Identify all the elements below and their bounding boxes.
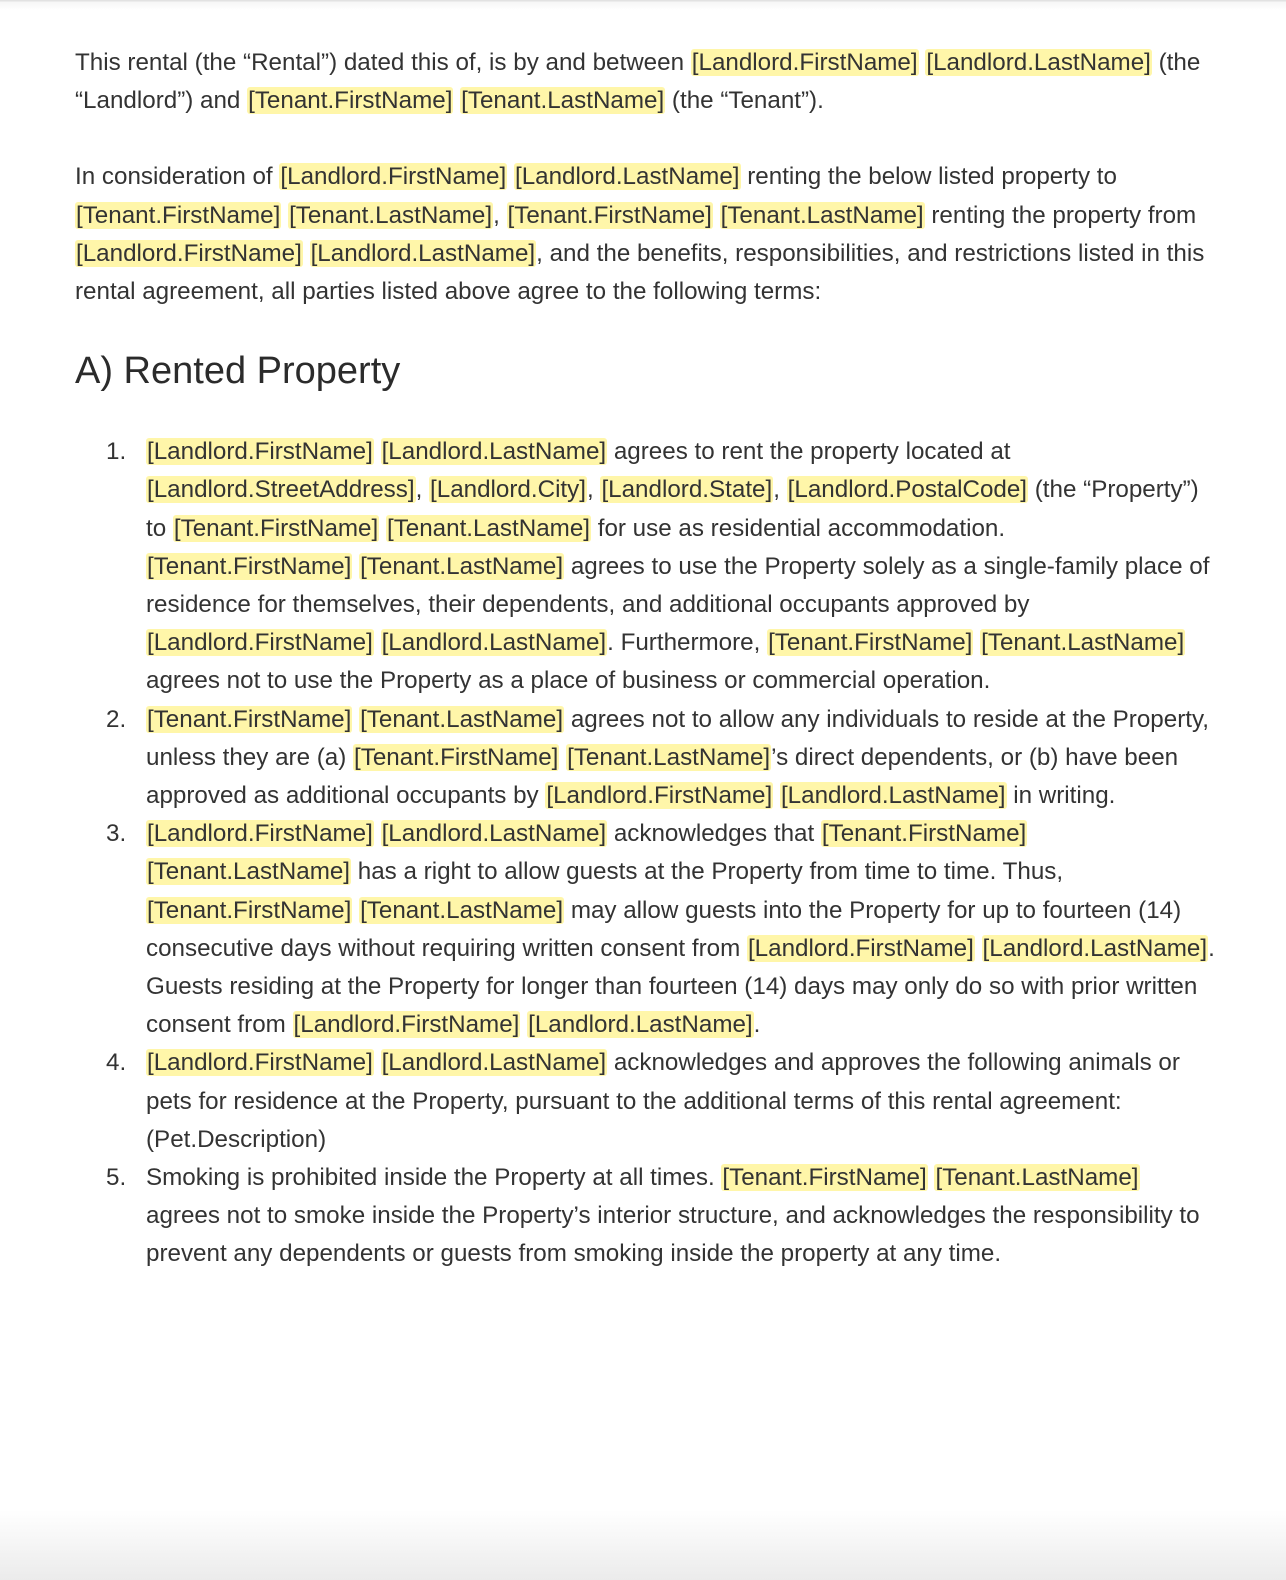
merge-field: [Landlord.LastName] (381, 629, 607, 657)
merge-field: [Tenant.FirstName] (768, 629, 973, 657)
merge-field: [Landlord.StreetAddress] (147, 476, 415, 504)
merge-field: [Tenant.LastName] (981, 629, 1185, 657)
merge-field: [Tenant.FirstName] (354, 743, 559, 771)
merge-field: [Landlord.FirstName] (147, 1049, 373, 1077)
merge-field: [Landlord.City] (430, 476, 586, 504)
merge-field: [Landlord.FirstName] (147, 820, 373, 848)
term-item-1: [Landlord.FirstName] [Landlord.LastName] agrees to rent the property located at [Landlord.StreetAddress], [Landlord.City], [Landlord.State], [Landlord.PostalCode] (the “Property”) to [Tenant.FirstName] [Tenant.LastName] for use as residential accommodation. [Tenant.FirstName] [Tenant.LastName] agrees to use the Property solely as a single-family place of residence for themselves, their dependents, and additional occupants approved by [Landlord.FirstName] [Landlord.LastName]. Furthermore, [Tenant.FirstName] [Tenant.LastName] agrees not to use the Property as a place of business or commercial operation. (146, 438, 1210, 695)
merge-field: [Landlord.LastName] (528, 1011, 753, 1039)
merge-field: [Landlord.FirstName] (691, 49, 918, 76)
merge-field: [Tenant.FirstName] (147, 552, 352, 580)
merge-field: [Tenant.LastName] (935, 1164, 1139, 1192)
merge-field: [Landlord.LastName] (381, 1049, 607, 1077)
merge-field: [Landlord.FirstName] (147, 438, 373, 466)
merge-field: [Tenant.LastName] (720, 201, 924, 229)
merge-field: [Landlord.FirstName] (747, 934, 974, 962)
merge-field: [Landlord.PostalCode] (787, 476, 1028, 504)
merge-field: [Tenant.FirstName] (821, 820, 1027, 848)
merge-field: [Landlord.State] (601, 476, 773, 504)
merge-field: [Landlord.FirstName] (147, 629, 373, 657)
bottom-edge-shadow (0, 1510, 1286, 1580)
merge-field: [Landlord.LastName] (926, 49, 1151, 76)
term-item-3: [Landlord.FirstName] [Landlord.LastName] acknowledges that [Tenant.FirstName] [Tenant.LastName] has a right to allow guests at the Property from time to time. Thus, [Tenant.FirstName] [Tenant.LastName] may allow guests into the Property for up to fourteen (14) consecutive days without requiring written consent from [Landlord.FirstName] [Landlord.LastName]. Guests residing at the Property for longer than fourteen (14) days may only do so with prior written consent from [Landlord.FirstName] [Landlord.LastName]. (146, 820, 1215, 1039)
merge-field: [Landlord.LastName] (310, 239, 536, 267)
term-item-2: [Tenant.FirstName] [Tenant.LastName] agrees not to allow any individuals to reside at the Property, unless they are (a) [Tenant.FirstName] [Tenant.LastName]’s direct dependents, or (b) have been approved as additional occupants by [Landlord.FirstName] [Landlord.LastName] in writing. (146, 705, 1210, 810)
merge-field: [Tenant.LastName] (360, 896, 564, 924)
document-page (75, 44, 1215, 1274)
merge-field: [Landlord.LastName] (514, 163, 740, 191)
merge-field: [Tenant.FirstName] (76, 201, 281, 229)
merge-field: [Landlord.FirstName] (280, 163, 507, 191)
merge-field: [Landlord.FirstName] (546, 782, 773, 810)
merge-field: [Tenant.LastName] (386, 514, 590, 542)
merge-field: [Tenant.LastName] (567, 743, 771, 771)
merge-field: [Tenant.LastName] (147, 858, 351, 886)
merge-field: [Tenant.LastName] (360, 552, 564, 580)
merge-field: [Tenant.FirstName] (147, 705, 352, 733)
merge-field: [Landlord.FirstName] (76, 239, 302, 267)
merge-field: [Tenant.FirstName] (722, 1164, 927, 1192)
consideration-paragraph: In consideration of [Landlord.FirstName] [Landlord.LastName] renting the below listed property to [Tenant.FirstName] [Tenant.LastName], [Tenant.FirstName] [Tenant.LastName] renting the property from [Landlord.FirstName] [Landlord.LastName], and the benefits, responsibilities, and restrictions listed in this rental agreement, all parties listed above agree to the following terms: (75, 163, 1205, 306)
term-item-4: [Landlord.FirstName] [Landlord.LastName] acknowledges and approves the following animals or pets for residence at the Property, pursuant to the additional terms of this rental agreement: (Pet.Description) (146, 1049, 1180, 1153)
merge-field: [Tenant.FirstName] (507, 201, 712, 229)
term-item-5: Smoking is prohibited inside the Property at all times. [Tenant.FirstName] [Tenant.LastName] agrees not to smoke inside the Property’s interior structure, and acknowledges the responsibility to prevent any dependents or guests from smoking inside the property at any time. (146, 1164, 1200, 1268)
top-edge-shadow (0, 0, 1286, 10)
merge-field: [Landlord.FirstName] (293, 1011, 520, 1039)
merge-field: [Tenant.LastName] (461, 87, 665, 115)
merge-field: [Landlord.LastName] (381, 438, 607, 466)
merge-field: [Tenant.LastName] (289, 201, 493, 229)
merge-field: [Tenant.LastName] (360, 705, 564, 733)
merge-field: [Tenant.FirstName] (147, 896, 352, 924)
merge-field: [Landlord.LastName] (381, 820, 607, 848)
merge-field: [Tenant.FirstName] (248, 87, 453, 115)
merge-field: [Landlord.LastName] (780, 782, 1006, 810)
merge-field: [Tenant.FirstName] (173, 514, 379, 542)
intro-paragraph: This rental (the “Rental”) dated this of, is by and between [Landlord.FirstName] [Landlord.LastName] (the “Landlord”) and [Tenant.FirstName] [Tenant.LastName] (the “Tenant”). (75, 49, 1201, 115)
merge-field: [Landlord.LastName] (982, 934, 1208, 962)
terms-list (75, 433, 1215, 1273)
section-heading: A) Rented Property (75, 350, 401, 393)
